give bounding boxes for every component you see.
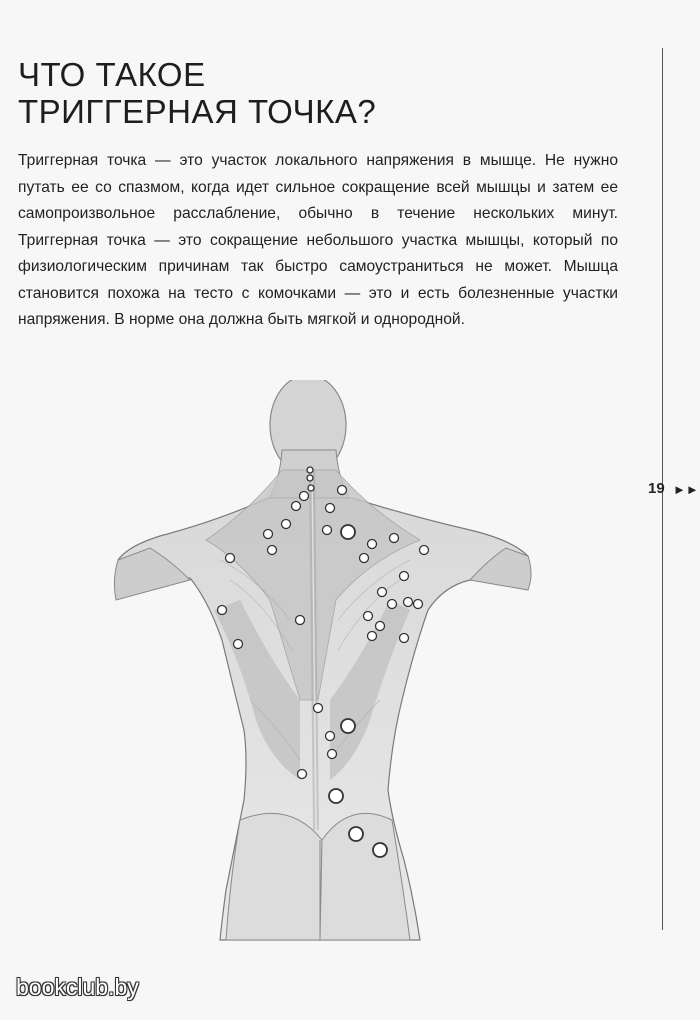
trigger-point — [364, 612, 373, 621]
trigger-point — [390, 534, 399, 543]
trigger-point — [338, 486, 347, 495]
trigger-point — [307, 467, 313, 473]
trigger-point — [218, 606, 227, 615]
trigger-point — [326, 504, 335, 513]
trigger-point — [360, 554, 369, 563]
show-through-text — [34, 340, 624, 366]
trigger-point — [414, 600, 423, 609]
trigger-point — [296, 616, 305, 625]
trigger-point — [308, 485, 314, 491]
trigger-point — [376, 622, 385, 631]
trigger-point — [328, 750, 337, 759]
trigger-point — [234, 640, 243, 649]
trigger-point — [314, 704, 323, 713]
trigger-point — [368, 632, 377, 641]
trigger-point — [264, 530, 273, 539]
trigger-point — [341, 719, 355, 733]
next-page-arrow-icon: ►► — [673, 482, 699, 497]
trigger-point — [404, 598, 413, 607]
trigger-point — [329, 789, 343, 803]
page-title — [18, 56, 376, 130]
trigger-point — [292, 502, 301, 511]
trigger-point — [326, 732, 335, 741]
trigger-point — [400, 572, 409, 581]
back-muscles-illustration — [100, 380, 540, 950]
trigger-point — [388, 600, 397, 609]
trigger-point — [323, 526, 332, 535]
trigger-point — [268, 546, 277, 555]
page-number: 19 — [648, 480, 665, 497]
title-line-2: ТРИГГЕРНАЯ ТОЧКА? — [18, 93, 377, 130]
trigger-point — [349, 827, 363, 841]
title-line-1: ЧТО ТАКОЕ — [18, 56, 206, 93]
trigger-point — [226, 554, 235, 563]
trigger-point — [400, 634, 409, 643]
body-paragraph: Триггерная точка — это участок локального напряжения в мышце. Не нужно путать ее со спазмом, когда идет сильное сокращение всей мышцы и затем ее самопроизвольное расслабление, обычно в течение нескольких минут. Триггерная точка — это сокращение небольшого участка мышцы, который по физиологическим причинам так быстро самоустраниться не может. Мышца становится похожа на тесто с комочками — это и есть болезненные участки напряжения. В норме она должна быть мягкой и однородной. — [18, 152, 618, 328]
gluteal-shape — [226, 813, 322, 940]
trigger-point — [298, 770, 307, 779]
trigger-point — [373, 843, 387, 857]
trigger-point — [307, 475, 313, 481]
watermark-logo: bookclub.by — [16, 974, 139, 1000]
trigger-point — [368, 540, 377, 549]
trigger-point — [341, 525, 355, 539]
trigger-point — [378, 588, 387, 597]
trigger-point — [420, 546, 429, 555]
trigger-point — [300, 492, 309, 501]
trigger-point — [282, 520, 291, 529]
